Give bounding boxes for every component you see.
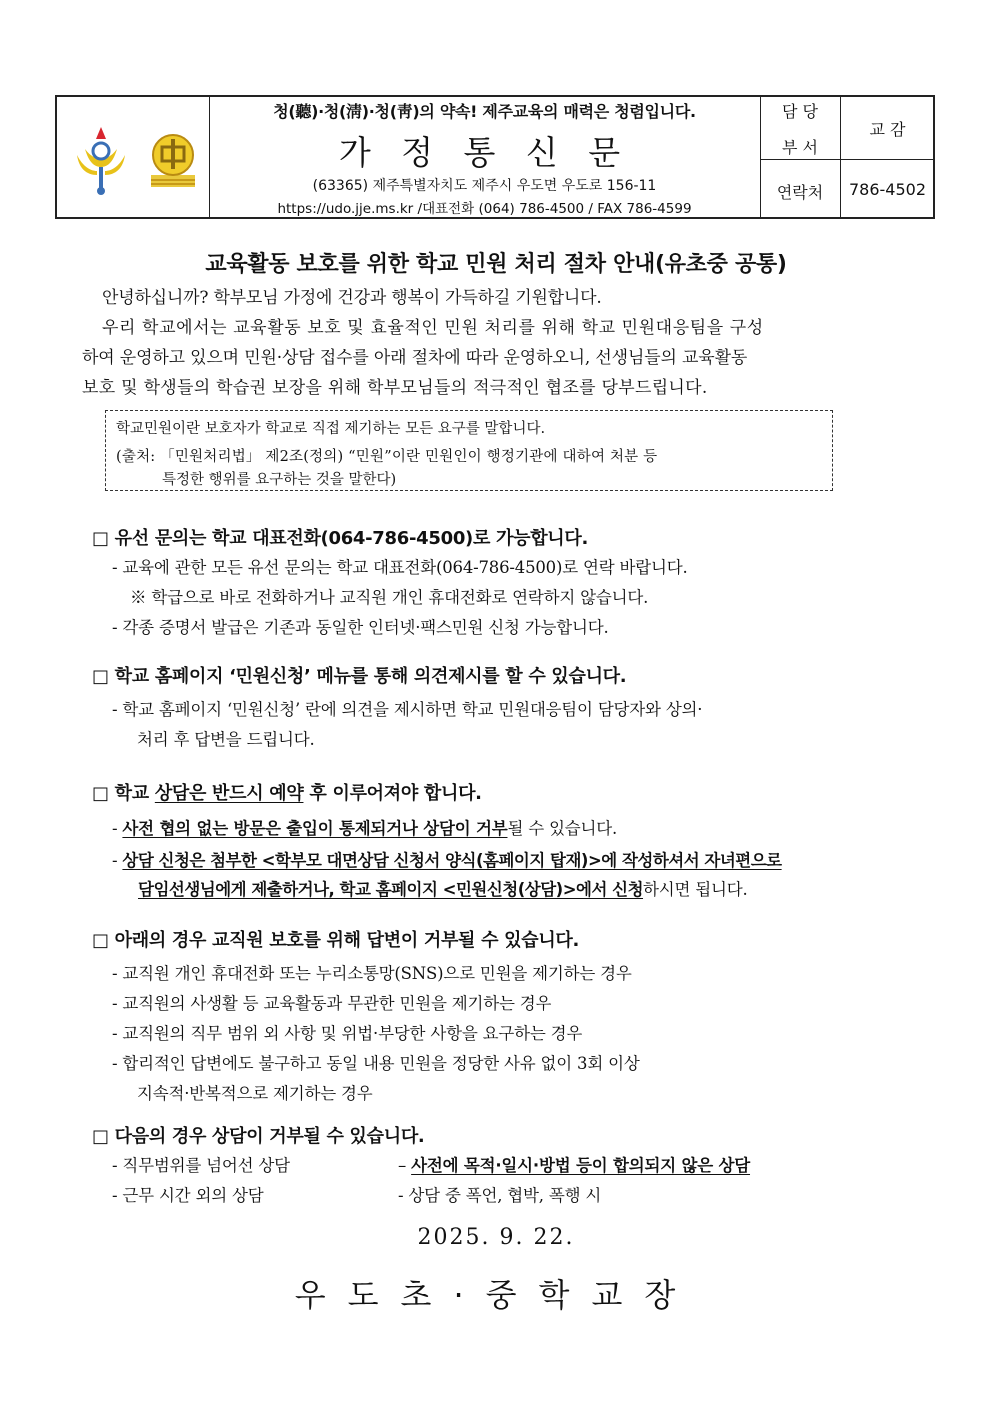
- section-phone-heading: □ 유선 문의는 학교 대표전화(064-786-4500)로 가능합니다.: [92, 528, 589, 549]
- section-consult-refusal-heading: □ 다음의 경우 상담이 거부될 수 있습니다.: [92, 1126, 425, 1147]
- intro-line-1: 우리 학교에서는 교육활동 보호 및 효율적인 민원 처리를 위해 학교 민원대응팀을 구성: [102, 318, 764, 338]
- consult-refusal-left-1: - 직무범위를 넘어선 상담: [112, 1156, 290, 1175]
- section-refusal-item-1: - 교직원 개인 휴대전화 또는 누리소통망(SNS)으로 민원을 제기하는 경우: [112, 964, 632, 983]
- header-center: [209, 97, 760, 217]
- dept-label-2: 부 서: [782, 138, 818, 157]
- contact-label: 연락처: [776, 183, 824, 202]
- document-title: 교육활동 보호를 위한 학교 민원 처리 절차 안내(유초중 공통): [205, 252, 787, 277]
- intro-line-3: 보호 및 학생들의 학습권 보장을 위해 학부모님들의 적극적인 협조를 당부드립니다.: [82, 378, 708, 398]
- consult-item-2-emphasis-1: 상담 신청은 첨부한 <학부모 대면상담 신청서 양식(홈페이지 탑재)>에 작성하셔서 자녀편으로: [122, 851, 782, 870]
- intro-greeting: 안녕하십니까? 학부모님 가정에 건강과 행복이 가득하길 기원합니다.: [102, 288, 602, 308]
- intro-line-2: 하여 운영하고 있으며 민원·상담 접수를 아래 절차에 따라 운영하오니, 선생님들의 교육활동: [82, 348, 748, 368]
- consult-refusal-emphasis: 사전에 목적·일시·방법 등이 합의되지 않은 상담: [411, 1156, 751, 1175]
- consult-item-2-emphasis-2: 담임선생님에게 제출하거나, 학교 홈페이지 <민원신청(상담)>에서 신청: [138, 880, 644, 899]
- dept-value: 교 감: [869, 120, 906, 139]
- definition-line-2: (출처: 「민원처리법」 제2조(정의) “민원”이란 민원인이 행정기관에 대하여 처분 등: [116, 449, 658, 465]
- contact-value: 786-4502: [848, 180, 927, 199]
- school-crest-icon: [147, 131, 199, 189]
- section-phone-item-1: - 교육에 관한 모든 유선 문의는 학교 대표전화(064-786-4500)로 연락 바랍니다.: [112, 558, 688, 577]
- school-address: (63365) 제주특별자치도 제주시 우도면 우도로 156-11: [312, 178, 657, 194]
- section-refusal-item-3: - 교직원의 직무 범위 외 사항 및 위법·부당한 사항을 요구하는 경우: [112, 1024, 583, 1043]
- section-consult-item-2: - 상담 신청은 첨부한 <학부모 대면상담 신청서 양식(홈페이지 탑재)>에 작성하셔서 자녀편으로: [112, 851, 782, 870]
- logo-area: [57, 97, 209, 217]
- section-refusal-heading: □ 아래의 경우 교직원 보호를 위해 답변이 거부될 수 있습니다.: [92, 930, 580, 951]
- slogan: 청(聽)·청(淸)·청(靑)의 약속! 제주교육의 매력은 청렴입니다.: [273, 102, 696, 121]
- section-homepage-item-2: 처리 후 답변을 드립니다.: [137, 730, 315, 749]
- newsletter-title: 가 정 통 신 문: [338, 133, 631, 172]
- section-consult-item-1: - 사전 협의 없는 방문은 출입이 통제되거나 상담이 거부될 수 있습니다.: [112, 819, 618, 838]
- dept-label-1: 담 당: [782, 102, 818, 121]
- consult-refusal-left-2: - 근무 시간 외의 상담: [112, 1186, 264, 1205]
- definition-line-3: 특정한 행위를 요구하는 것을 말한다): [162, 472, 397, 488]
- section-refusal-item-4-cont: 지속적·반복적으로 제기하는 경우: [137, 1084, 373, 1103]
- section-refusal-item-4: - 합리적인 답변에도 불구하고 동일 내용 민원을 정당한 사유 없이 3회 이상: [112, 1054, 640, 1073]
- section-consult-heading: □ 학교 상담은 반드시 예약 후 이루어져야 합니다.: [92, 783, 482, 804]
- definition-line-1: 학교민원이란 보호자가 학교로 직접 제기하는 모든 요구를 말합니다.: [116, 421, 546, 437]
- principal-signature: 우도초·중학교장: [294, 1276, 698, 1314]
- section-homepage-heading: □ 학교 홈페이지 ‘민원신청’ 메뉴를 통해 의견제시를 할 수 있습니다.: [92, 666, 627, 687]
- newsletter-header: [55, 95, 935, 219]
- issue-date: 2025. 9. 22.: [417, 1225, 575, 1250]
- definition-box: [105, 410, 833, 491]
- section-homepage-item-1: - 학교 홈페이지 ‘민원신청’ 란에 의견을 제시하면 학교 민원대응팀이 담당자와 상의·: [112, 700, 703, 719]
- section-refusal-item-2: - 교직원의 사생활 등 교육활동과 무관한 민원을 제기하는 경우: [112, 994, 552, 1013]
- school-contact-line: https://udo.jje.ms.kr /대표전화 (064) 786-4500 / FAX 786-4599: [277, 201, 692, 217]
- consult-refusal-right-2: - 상담 중 폭언, 협박, 폭행 시: [398, 1186, 602, 1205]
- section-phone-note: ※ 학급으로 바로 전화하거나 교직원 개인 휴대전화로 연락하지 않습니다.: [130, 588, 649, 607]
- consult-item-1-emphasis: 사전 협의 없는 방문은 출입이 통제되거나 상담이 거부: [122, 819, 508, 838]
- consult-reservation-emphasis: 상담은 반드시 예약: [154, 783, 304, 804]
- consult-refusal-right-1: – 사전에 목적·일시·방법 등이 합의되지 않은 상담: [398, 1156, 751, 1175]
- section-phone-item-2: - 각종 증명서 발급은 기존과 동일한 인터넷·팩스민원 신청 가능합니다.: [112, 618, 609, 637]
- section-consult-item-2-cont: 담임선생님에게 제출하거나, 학교 홈페이지 <민원신청(상담)>에서 신청하시면 됩니다.: [138, 880, 748, 899]
